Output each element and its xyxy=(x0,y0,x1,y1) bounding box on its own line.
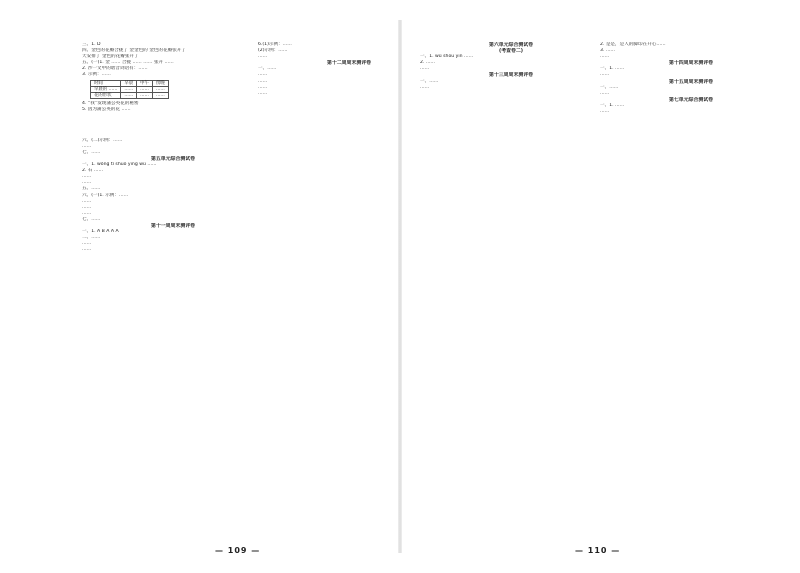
page-fold xyxy=(398,20,402,553)
section-heading: 第十三周周末测评卷 xyxy=(488,72,534,79)
answer-line: 一、1. …… xyxy=(600,102,625,108)
table-cell: …… xyxy=(121,92,137,98)
answer-line: …… xyxy=(258,54,268,60)
table-row xyxy=(91,86,169,92)
table-cell: 时间 xyxy=(91,80,121,86)
table-cell: …… xyxy=(152,92,168,98)
answer-line: 2. …… xyxy=(420,60,436,66)
answer-line: …… xyxy=(82,180,92,186)
table-cell: 花的形状 xyxy=(91,92,121,98)
section-heading: 第十五周周末测评卷 xyxy=(668,78,714,85)
table-cell: …… xyxy=(152,86,168,92)
page-number-left: — 109 — xyxy=(215,546,261,555)
answer-line: 一、…… xyxy=(420,78,439,84)
answer-line: …… xyxy=(82,241,92,247)
answer-line: 4. “我”发现蒲公英花的秘密 xyxy=(82,101,139,107)
answer-line: …… xyxy=(258,84,268,90)
answer-line: 2. 石 …… xyxy=(82,168,104,174)
answer-line: …… xyxy=(82,174,92,180)
answer-line: 2. 沙一文中的谐音词语有：…… xyxy=(82,66,148,72)
answer-line: 四、金色的花瓣合拢了 金金色的 金色的花瓣张开了 xyxy=(82,48,186,54)
column-1 xyxy=(82,42,264,530)
answer-line: 2. 是是，是人的脚印在开心…… xyxy=(600,42,666,47)
answer-line: 一、1. wǒng tí shuò yīng wú …… xyxy=(82,162,157,168)
answer-line: 七、…… xyxy=(82,149,101,155)
table-row xyxy=(91,80,169,86)
answer-line: …… xyxy=(258,90,268,96)
answer-line: 5. 因为蒲公英的花 …… xyxy=(82,107,131,113)
table-cell: …… xyxy=(137,86,153,92)
answer-line: 六、(二)示例：…… xyxy=(82,137,123,143)
table-cell: 傍晚 xyxy=(152,80,168,86)
table-row xyxy=(91,92,169,98)
answer-line: …… xyxy=(82,204,92,210)
answer-line: 五、(一)1. 金 …… 合拢 …… …… 张开 …… xyxy=(82,60,174,66)
answer-line: 六、(一)1. 示例：…… xyxy=(82,192,129,198)
answer-line: 3. 示例：…… xyxy=(82,72,111,78)
answer-line: (2)示例：…… xyxy=(258,48,288,54)
answer-line: …… xyxy=(600,109,610,115)
section-heading: (考查卷二) xyxy=(498,48,524,55)
answer-line: …… xyxy=(600,90,610,96)
answer-line: …… xyxy=(600,54,610,60)
answer-line: 6.(1)示例：…… xyxy=(258,42,292,47)
page-number-right: — 110 — xyxy=(575,546,621,555)
answer-line: 五、…… xyxy=(82,186,101,192)
section-heading: 第十四周周末测评卷 xyxy=(668,60,714,67)
answer-line: …… xyxy=(82,247,92,253)
table-cell: 早晨 xyxy=(121,80,137,86)
section-heading: 第十二周周末测评卷 xyxy=(326,60,372,67)
answer-line: 一、1. A B A A A xyxy=(82,229,119,235)
table-cell: 早晨的 …… xyxy=(91,86,121,92)
answer-line: 一、…… xyxy=(258,66,277,72)
flower-time-table xyxy=(90,80,169,100)
answer-line: 一、1. …… xyxy=(600,66,625,72)
answer-line: 二、…… xyxy=(82,235,101,241)
answer-line: …… xyxy=(420,84,430,90)
table-cell: …… xyxy=(137,92,153,98)
section-heading: 第七单元综合测试卷 xyxy=(668,96,714,103)
answer-line: …… xyxy=(82,198,92,204)
answer-line: 七、…… xyxy=(82,216,101,222)
answer-line: …… xyxy=(82,210,92,216)
answer-line: 3. …… xyxy=(600,48,616,54)
answer-line: 一、1. wǔ shōu yīn …… xyxy=(420,54,474,60)
section-heading: 第五单元综合测试卷 xyxy=(150,156,196,163)
section-heading: 第十一周周末测评卷 xyxy=(150,223,196,230)
column-4 xyxy=(600,42,782,530)
column-2 xyxy=(258,42,440,530)
answer-line: …… xyxy=(600,72,610,78)
answer-line: 三、1. D xyxy=(82,42,101,47)
table-cell: 中午 xyxy=(137,80,153,86)
table-cell: …… xyxy=(121,86,137,92)
section-heading: 第六单元综合测试卷 xyxy=(488,42,534,48)
answer-line: …… xyxy=(82,143,92,149)
answer-line: …… xyxy=(420,66,430,72)
answer-line: …… xyxy=(258,72,268,78)
column-3 xyxy=(420,42,602,530)
answer-line: 天安排了 金色的花瓣张开了 xyxy=(82,54,139,60)
answer-line: 一、…… xyxy=(600,84,619,90)
answer-line: …… xyxy=(258,78,268,84)
